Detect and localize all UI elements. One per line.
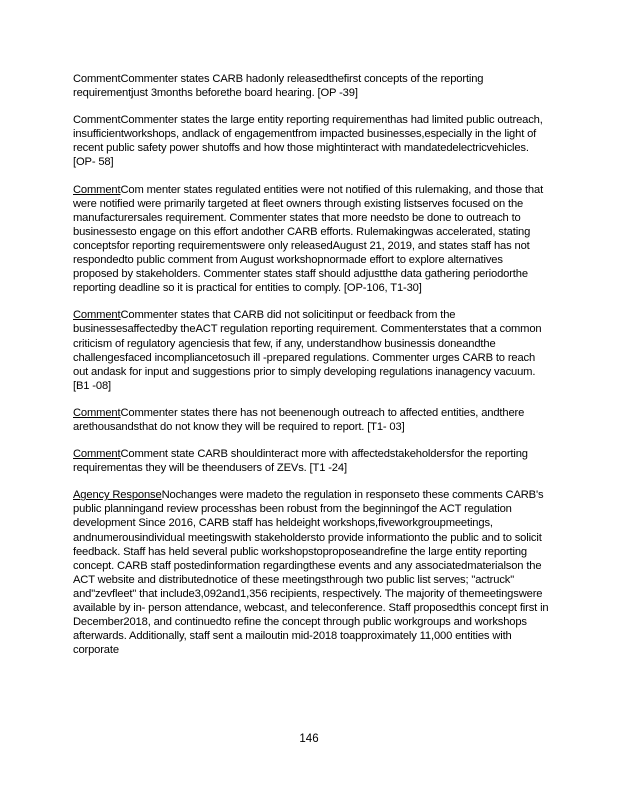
comment-label: Comment (73, 73, 121, 85)
comment-label: Comment (73, 406, 121, 419)
comment-label: Comment (73, 309, 121, 322)
comment-paragraph-1 (73, 72, 551, 100)
agency-response-paragraph (73, 488, 551, 657)
comment-text: Com menter states regulated entities were not notified of this rulemaking, and those that were notified were primarily targeted at fleet owners through existing listserves focused on the manufacturersales requirement. Commenter states that more needsto be done to outreach to businessesto engage on this effort andother CARB efforts. Rulemakingwas accelerated, stating conceptsfor reporting requirementswere only releasedAugust 21, 2019, and states staff has not respondedto public comment from August workshopnormade effort to explore alternatives proposed by stakeholders. Commenter states staff should adjustthe data gathering periodorthe reporting deadline so it is practical for entities to comply. [OP-106, T1-30] (73, 183, 544, 295)
comment-paragraph-5 (73, 406, 551, 434)
comment-text: Commenter states CARB hadonly releasedthefirst concepts of the reporting requirementjust 3months beforethe board hearing. [OP -39] (73, 73, 484, 100)
page-number: 146 (299, 733, 319, 745)
comment-paragraph-3 (73, 183, 551, 296)
comment-text: Comment state CARB shouldinteract more with affectedstakeholdersfor the reporting requirementas they will be theendusers of ZEVs. [T1 -24] (73, 448, 528, 475)
comment-text: Commenter states that CARB did not solicitinput or feedback from the businessesaffectedby theACT regulation reporting requirement. Commenterstates that a common criticism of regulatory agenciesis that few, if any, understandhow businessis doneandthe challengesfaced incompliancetosuch ill -prepared regulations. Commenter urges CARB to reach out andask for input and suggestions prior to simply developing regulations inanagency vacuum. [B1 -08] (73, 309, 542, 392)
agency-response-text: Nochanges were madeto the regulation in responseto these comments CARB's public planningand review processhas been robust from the beginningof the ACT regulation development Since 2016, CARB staff has heldeight workshops,fiveworkgroupmeetings, andnumerousindividual meetingswith stakeholdersto provide informationto the public and to solicit feedback. Staff has held several public workshopstoproposeandrefine the large entity reporting concept. CARB staff postedinformation regardingthese events and any associatedmaterialson the ACT website and distributednotice of these meetingsthrough two public list serves; "actruck" and"zevfleet" that include3,092and1,356 recipients, respectively. The majority of themeetingswere available by in- person attendance, webcast, and teleconference. Staff proposedthis concept first in December2018, and continuedto refine the concept through public workgroups and workshops afterwards. Additionally, staff sent a mailoutin mid-2018 toapproximately 11,000 entities with corporate (73, 489, 549, 657)
comment-text: Commenter states the large entity reporting requirementhas had limited public outreach, insufficientworkshops, andlack of engagementfrom impacted businesses,especially in the light of recent public safety power shutoffs and how those mightinteract with mandatedelectricvehicles. [OP- 58] (73, 114, 543, 169)
comment-text: Commenter states there has not beenenough outreach to affected entities, andthere arethousandsthat do not know they will be required to report. [T1- 03] (73, 406, 525, 433)
comment-paragraph-6 (73, 447, 551, 475)
comment-paragraph-2 (73, 113, 551, 169)
page-content (73, 72, 551, 670)
comment-label: Comment (73, 114, 121, 127)
comment-label: Comment (73, 183, 121, 196)
agency-response-label: Agency Response (73, 489, 162, 502)
comment-label: Comment (73, 448, 121, 461)
comment-paragraph-4 (73, 308, 551, 393)
